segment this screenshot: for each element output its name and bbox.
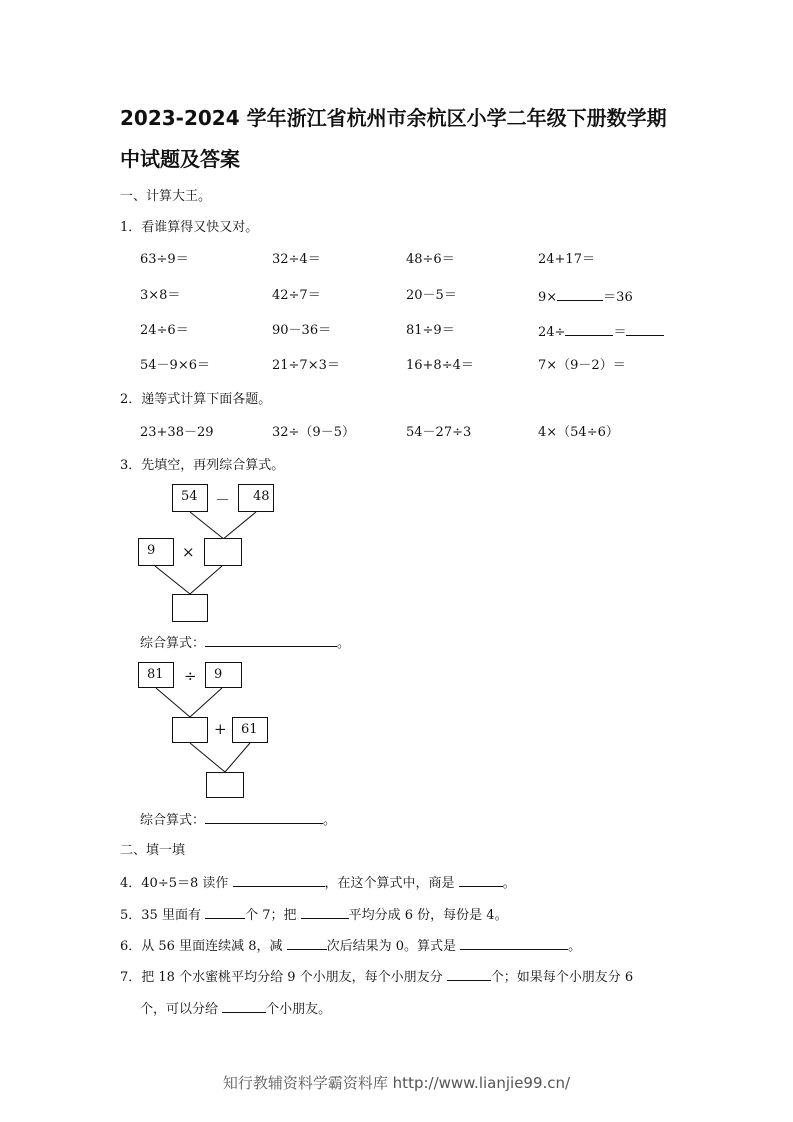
tree2-operator-1: ÷ (184, 667, 197, 685)
tree1-box-result2[interactable] (172, 594, 208, 622)
q1-cell: 48÷6＝ (406, 252, 455, 267)
q1-cell: 9× (538, 290, 558, 305)
q2-item: 4×（54÷6） (538, 425, 619, 440)
q7-line2: 个，可以分给 个小朋友。 (140, 1002, 332, 1017)
q1-cell: 24÷6＝ (140, 323, 189, 338)
q1-cell: 90－36＝ (272, 323, 332, 338)
answer-blank[interactable] (233, 874, 325, 887)
q5: 5．35 里面有 个 7；把 平均分成 6 份，每份是 4。 (120, 908, 508, 923)
q1-cell: 20－5＝ (406, 288, 457, 303)
formula-label: 综合算式： (140, 636, 206, 651)
q1-cell: 32÷4＝ (272, 252, 321, 267)
formula-label: 综合算式： (140, 813, 206, 828)
page-title-line1: 2023-2024 学年浙江省杭州市余杭区小学二年级下册数学期 (120, 106, 667, 130)
q1-cell-mid: ＝ (613, 325, 627, 340)
answer-blank[interactable] (222, 1000, 266, 1013)
q7-line1: 7．把 18 个水蜜桃平均分给 9 个小朋友，每个小朋友分 个；如果每个小朋友分 6 (120, 970, 634, 985)
q1-cell: 54－9×6＝ (140, 358, 210, 373)
q2-item: 32÷（9－5） (272, 425, 355, 440)
tree2-formula (140, 811, 336, 829)
q4: 4．40÷5＝8 读作 ，在这个算式中，商是 。 (120, 876, 516, 891)
tree2-box-result2[interactable] (206, 772, 244, 798)
answer-blank[interactable] (459, 874, 503, 887)
q2-label: 2．递等式计算下面各题。 (120, 392, 272, 407)
q1-cell: 81÷9＝ (406, 323, 455, 338)
tree1-operator-1: － (215, 491, 231, 509)
formula-blank[interactable] (205, 811, 323, 824)
q6: 6．从 56 里面连续减 8，减 次后结果为 0。算式是 。 (120, 939, 582, 954)
q1-label: 1．看谁算得又快又对。 (120, 220, 259, 235)
answer-blank[interactable] (301, 906, 349, 919)
tree2-operator-2: + (214, 720, 227, 738)
page-title-line2: 中试题及答案 (120, 147, 240, 171)
answer-blank[interactable] (460, 937, 568, 950)
answer-blank[interactable] (447, 968, 491, 981)
formula-end: 。 (323, 813, 337, 828)
tree1-formula (140, 634, 350, 652)
tree2-box-a: 81 (138, 662, 174, 688)
q2-item: 23+38－29 (140, 425, 214, 440)
q1-cell-tail: ＝36 (603, 290, 633, 305)
q1-cell: 21÷7×3＝ (272, 358, 340, 373)
section1-heading: 一、计算大王。 (120, 189, 212, 204)
formula-end: 。 (337, 636, 351, 651)
q1-cell: 42÷7＝ (272, 288, 321, 303)
q1-cell: 3×8＝ (140, 288, 181, 303)
tree1-box-b: 48 (238, 484, 274, 512)
q1-cell: 16+8÷4＝ (406, 358, 474, 373)
q2-item: 54－27÷3 (406, 425, 472, 440)
footer-watermark: 知行教辅资料学霸资料库 http://www.lianjie99.cn/ (222, 1074, 571, 1092)
answer-blank[interactable] (205, 906, 245, 919)
answer-blank[interactable] (287, 937, 327, 950)
formula-blank[interactable] (205, 634, 337, 647)
tree1-box-result1[interactable] (204, 538, 242, 566)
tree2-box-b: 9 (205, 662, 242, 688)
tree1-box-a: 54 (172, 484, 208, 512)
q1-cell: 7×（9－2）＝ (538, 358, 626, 373)
tree2-box-result1[interactable] (172, 717, 208, 743)
q1-cell: 24÷ (538, 325, 566, 340)
q3-label: 3．先填空，再列综合算式。 (120, 458, 285, 473)
tree1-box-c: 9 (138, 538, 174, 566)
q1-cell: 24+17＝ (538, 252, 595, 267)
tree2-box-c: 61 (232, 717, 268, 743)
q1-cell: 63÷9＝ (140, 252, 189, 267)
section2-heading: 二、填一填 (120, 843, 186, 858)
tree1-operator-2: × (182, 543, 195, 561)
